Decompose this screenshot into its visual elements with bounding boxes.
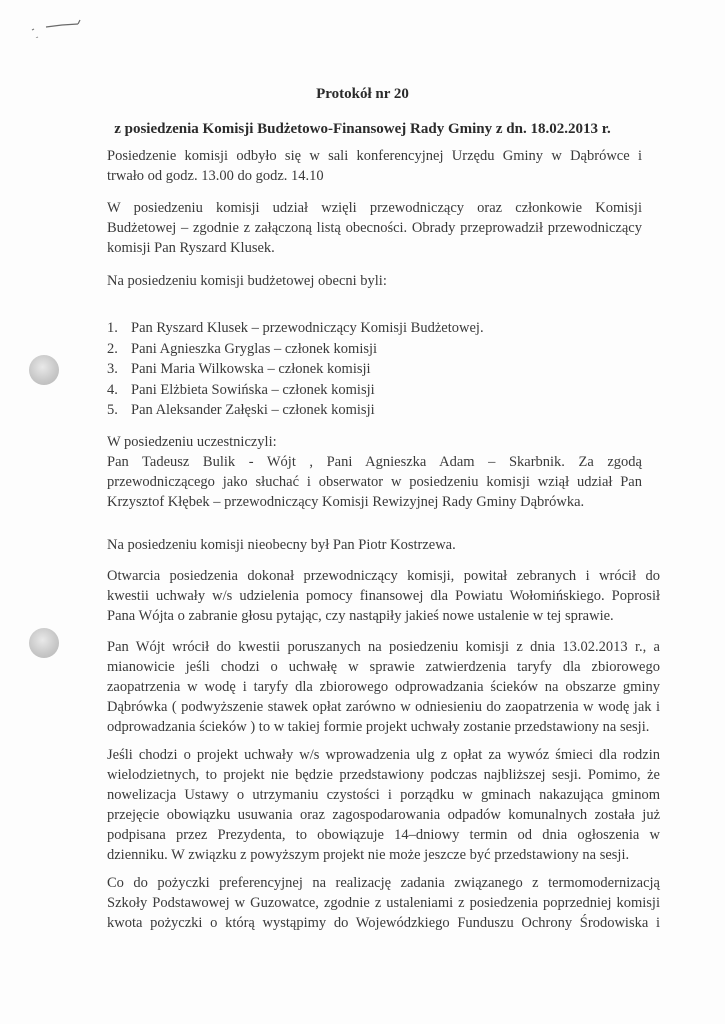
text-line: Na posiedzeniu komisji budżetowej obecni byli: (107, 273, 387, 289)
list-text: Pani Maria Wilkowska – członek komisji (131, 361, 371, 377)
list-text: Pani Agnieszka Gryglas – członek komisji (131, 340, 378, 357)
list-number: 4. (107, 381, 118, 398)
text-line: kwota pożyczki o którą wystąpimy do Wojewódzkiego Funduszu Ochrony Środowiska i (107, 915, 660, 931)
text-line: kwestii uchwały w/s udzielenia pomocy finansowej dla Powiatu Wołomińskiego. Poprosił (107, 588, 660, 604)
text-line: Szkoły Podstawowej w Guzowatce, zgodnie z ustaleniami z posiedzenia poprzedniej komisji (107, 895, 660, 911)
text-line: Otwarcia posiedzenia dokonał przewodniczący komisji, powitał zebranych i wrócił do (107, 568, 660, 584)
text-line: odprowadzania ścieków ) to w takiej formie projekt uchwały zostanie przedstawiony na sesji. (107, 719, 650, 735)
list-text: Pani Elżbieta Sowińska – członek komisji (131, 381, 375, 398)
list-item (107, 339, 484, 360)
list-number: 2. (107, 340, 118, 357)
text-line: podpisana przez Prezydenta, to obowiązuje 14–dniowy termin od dnia ogłoszenia w (107, 827, 660, 843)
paragraph-loan (89, 873, 660, 933)
document-subtitle: z posiedzenia Komisji Budżetowo-Finansowej Rady Gminy z dn. 18.02.2013 r. (114, 121, 611, 137)
document-title: Protokół nr 20 (316, 86, 409, 102)
text-line: trwało od godz. 13.00 do godz. 14.10 (107, 168, 324, 184)
text-line: mianowicie jeśli chodzi o uchwałę w sprawie zatwierdzenia taryfy dla zbiorowego (107, 659, 660, 675)
list-item (107, 359, 484, 380)
text-line: przejęcie obowiązku usuwania oraz zagospodarowania odpadów komunalnych została już (107, 807, 660, 823)
text-line: Pan Wójt wrócił do kwestii poruszanych na posiedzeniu komisji z dnia 13.02.2013 r., a (107, 639, 660, 655)
text-line: Budżetowej – zgodnie z załączoną listą obecności. Obrady przeprowadził przewodniczący (107, 220, 642, 236)
text-line: komisji Pan Ryszard Klusek. (107, 240, 275, 256)
list-item (107, 318, 484, 339)
list-number: 1. (107, 320, 118, 336)
paragraph-waste-relief (89, 745, 660, 865)
text-line: Posiedzenie komisji odbyło się w sali konferencyjnej Urzędu Gminy w Dąbrówce i (107, 148, 642, 164)
text-line: Co do pożyczki preferencyjnej na realizację zadania związanego z termomodernizacją (107, 875, 660, 891)
list-text: Pan Aleksander Załęski – członek komisji (131, 402, 375, 418)
paragraph-guests (107, 432, 642, 512)
punch-hole-upper (29, 355, 59, 385)
text-line: Pana Wójta o zabranie głosu pytając, czy nastąpiły jakieś nowe ustalenie w tej sprawie. (107, 608, 614, 624)
list-text: Pan Ryszard Klusek – przewodniczący Komisji Budżetowej. (131, 320, 484, 336)
paragraph-attendance-intro (107, 271, 642, 291)
text-line: wielodzietnych, to projekt nie będzie przedstawiony podczas najbliższej sesji. Pomimo, że (107, 767, 660, 783)
text-line: zaopatrzenia w wodę i taryfy dla zbiorowego odprowadzania ścieków na obszarze gminy (107, 679, 660, 695)
text-line: Jeśli chodzi o projekt uchwały w/s wprowadzenia ulg z opłat za wywóz śmieci dla rodzin (107, 747, 660, 763)
text-line: W posiedzeniu komisji udział wzięli przewodniczący oraz członkowie Komisji (107, 200, 642, 216)
paragraph-tariff (89, 637, 660, 737)
list-item (107, 380, 484, 401)
paragraph-participants (107, 198, 642, 258)
text-line: Dąbrówka ( podwyższenie stawek opłat zarówno w odniesieniu do zaopatrzenia w wodę jak i (107, 699, 660, 715)
list-number: 3. (107, 361, 118, 377)
text-line: Pan Tadeusz Bulik - Wójt , Pani Agnieszka Adam – Skarbnik. Za zgodą (107, 454, 642, 470)
scan-artifact-mark (28, 8, 88, 38)
text-line: Na posiedzeniu komisji nieobecny był Pan Piotr Kostrzewa. (107, 537, 456, 553)
text-line: nowelizacja Ustawy o utrzymaniu czystości i porządku w gminach nakazująca gminom (107, 787, 660, 803)
list-item (107, 400, 484, 421)
punch-hole-lower (29, 628, 59, 658)
list-number: 5. (107, 402, 118, 418)
text-line: dzienniku. W związku z powyższym projekt nie może jeszcze być przedstawiony na sesji. (107, 847, 630, 863)
paragraph-absent (107, 535, 642, 555)
attendee-list (107, 318, 484, 421)
paragraph-opening (89, 566, 660, 626)
text-line: przewodniczącego jako słuchać i obserwator w posiedzeniu komisji wziął udział Pan (107, 474, 642, 490)
text-line: W posiedzeniu uczestniczyli: (107, 434, 277, 450)
paragraph-meeting-info (107, 146, 642, 186)
text-line: Krzysztof Kłębek – przewodniczący Komisji Rewizyjnej Rady Gminy Dąbrówka. (107, 494, 585, 510)
